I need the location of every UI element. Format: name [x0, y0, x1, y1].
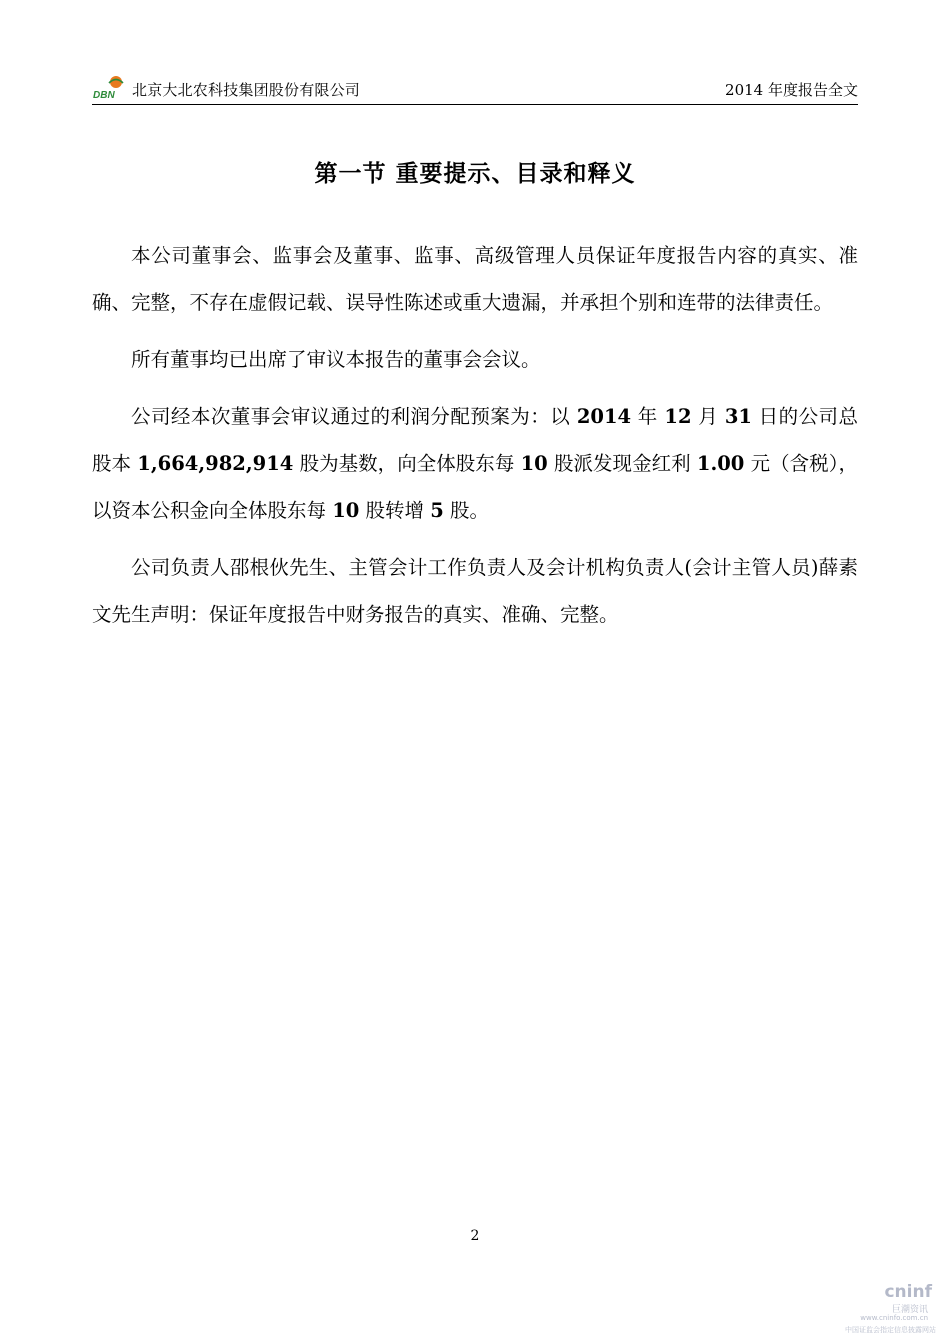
text-segment: 公司经本次董事会审议通过的利润分配预案为：以: [131, 405, 577, 428]
year-value: 2014: [576, 405, 632, 428]
watermark-caption: 中国证监会指定信息披露网站: [845, 1326, 936, 1334]
document-body: [92, 232, 858, 648]
dividend-value: 1.00: [696, 452, 745, 475]
section-title: 第一节 重要提示、目录和释义: [314, 161, 636, 187]
cninfo-watermark: [838, 1282, 938, 1338]
bonus-shares-value: 5: [430, 499, 444, 522]
text-segment: 股派发现金红利: [547, 452, 697, 475]
paragraph-declaration: 公司负责人邵根伙先生、主管会计工作负责人及会计机构负责人(会计主管人员)薛素文先生声明：保证年度报告中财务报告的真实、准确、完整。: [92, 556, 858, 626]
text-segment: 股转增: [359, 499, 431, 522]
paragraph-attendance: 所有董事均已出席了审议本报告的董事会会议。: [131, 348, 541, 371]
logo-text: DBN: [93, 90, 115, 100]
text-segment: 年: [631, 405, 665, 428]
month-value: 12: [664, 405, 692, 428]
company-name: 北京大北农科技集团股份有限公司: [132, 81, 361, 99]
day-value: 31: [724, 405, 752, 428]
watermark-subtitle: 巨潮资讯: [891, 1305, 928, 1315]
text-segment: 股为基数，向全体股东每: [293, 452, 521, 475]
text-segment: 月: [691, 405, 725, 428]
dbn-logo-icon: [92, 74, 130, 100]
paragraph-responsibility: 本公司董事会、监事会及董事、监事、高级管理人员保证年度报告内容的真实、准确、完整，不存在虚假记载、误导性陈述或重大遗漏，并承担个别和连带的法律责任。: [92, 244, 858, 314]
per-shares-value: 10: [332, 499, 360, 522]
text-segment: 股。: [443, 499, 490, 522]
paragraph-profit-distribution: [92, 393, 858, 534]
text-segment: 日的公司总股本: [92, 405, 859, 475]
watermark-logo: cninf: [884, 1282, 932, 1302]
page-header: [92, 70, 858, 105]
text-segment: 元（含税），以资本公积金向全体股东每: [92, 452, 858, 522]
watermark-url: www.cninfo.com.cn: [860, 1314, 928, 1322]
report-label: 2014 年度报告全文: [725, 81, 858, 99]
page-number: 2: [470, 1228, 480, 1244]
per-shares-value: 10: [520, 452, 548, 475]
total-shares-value: 1,664,982,914: [137, 452, 294, 475]
